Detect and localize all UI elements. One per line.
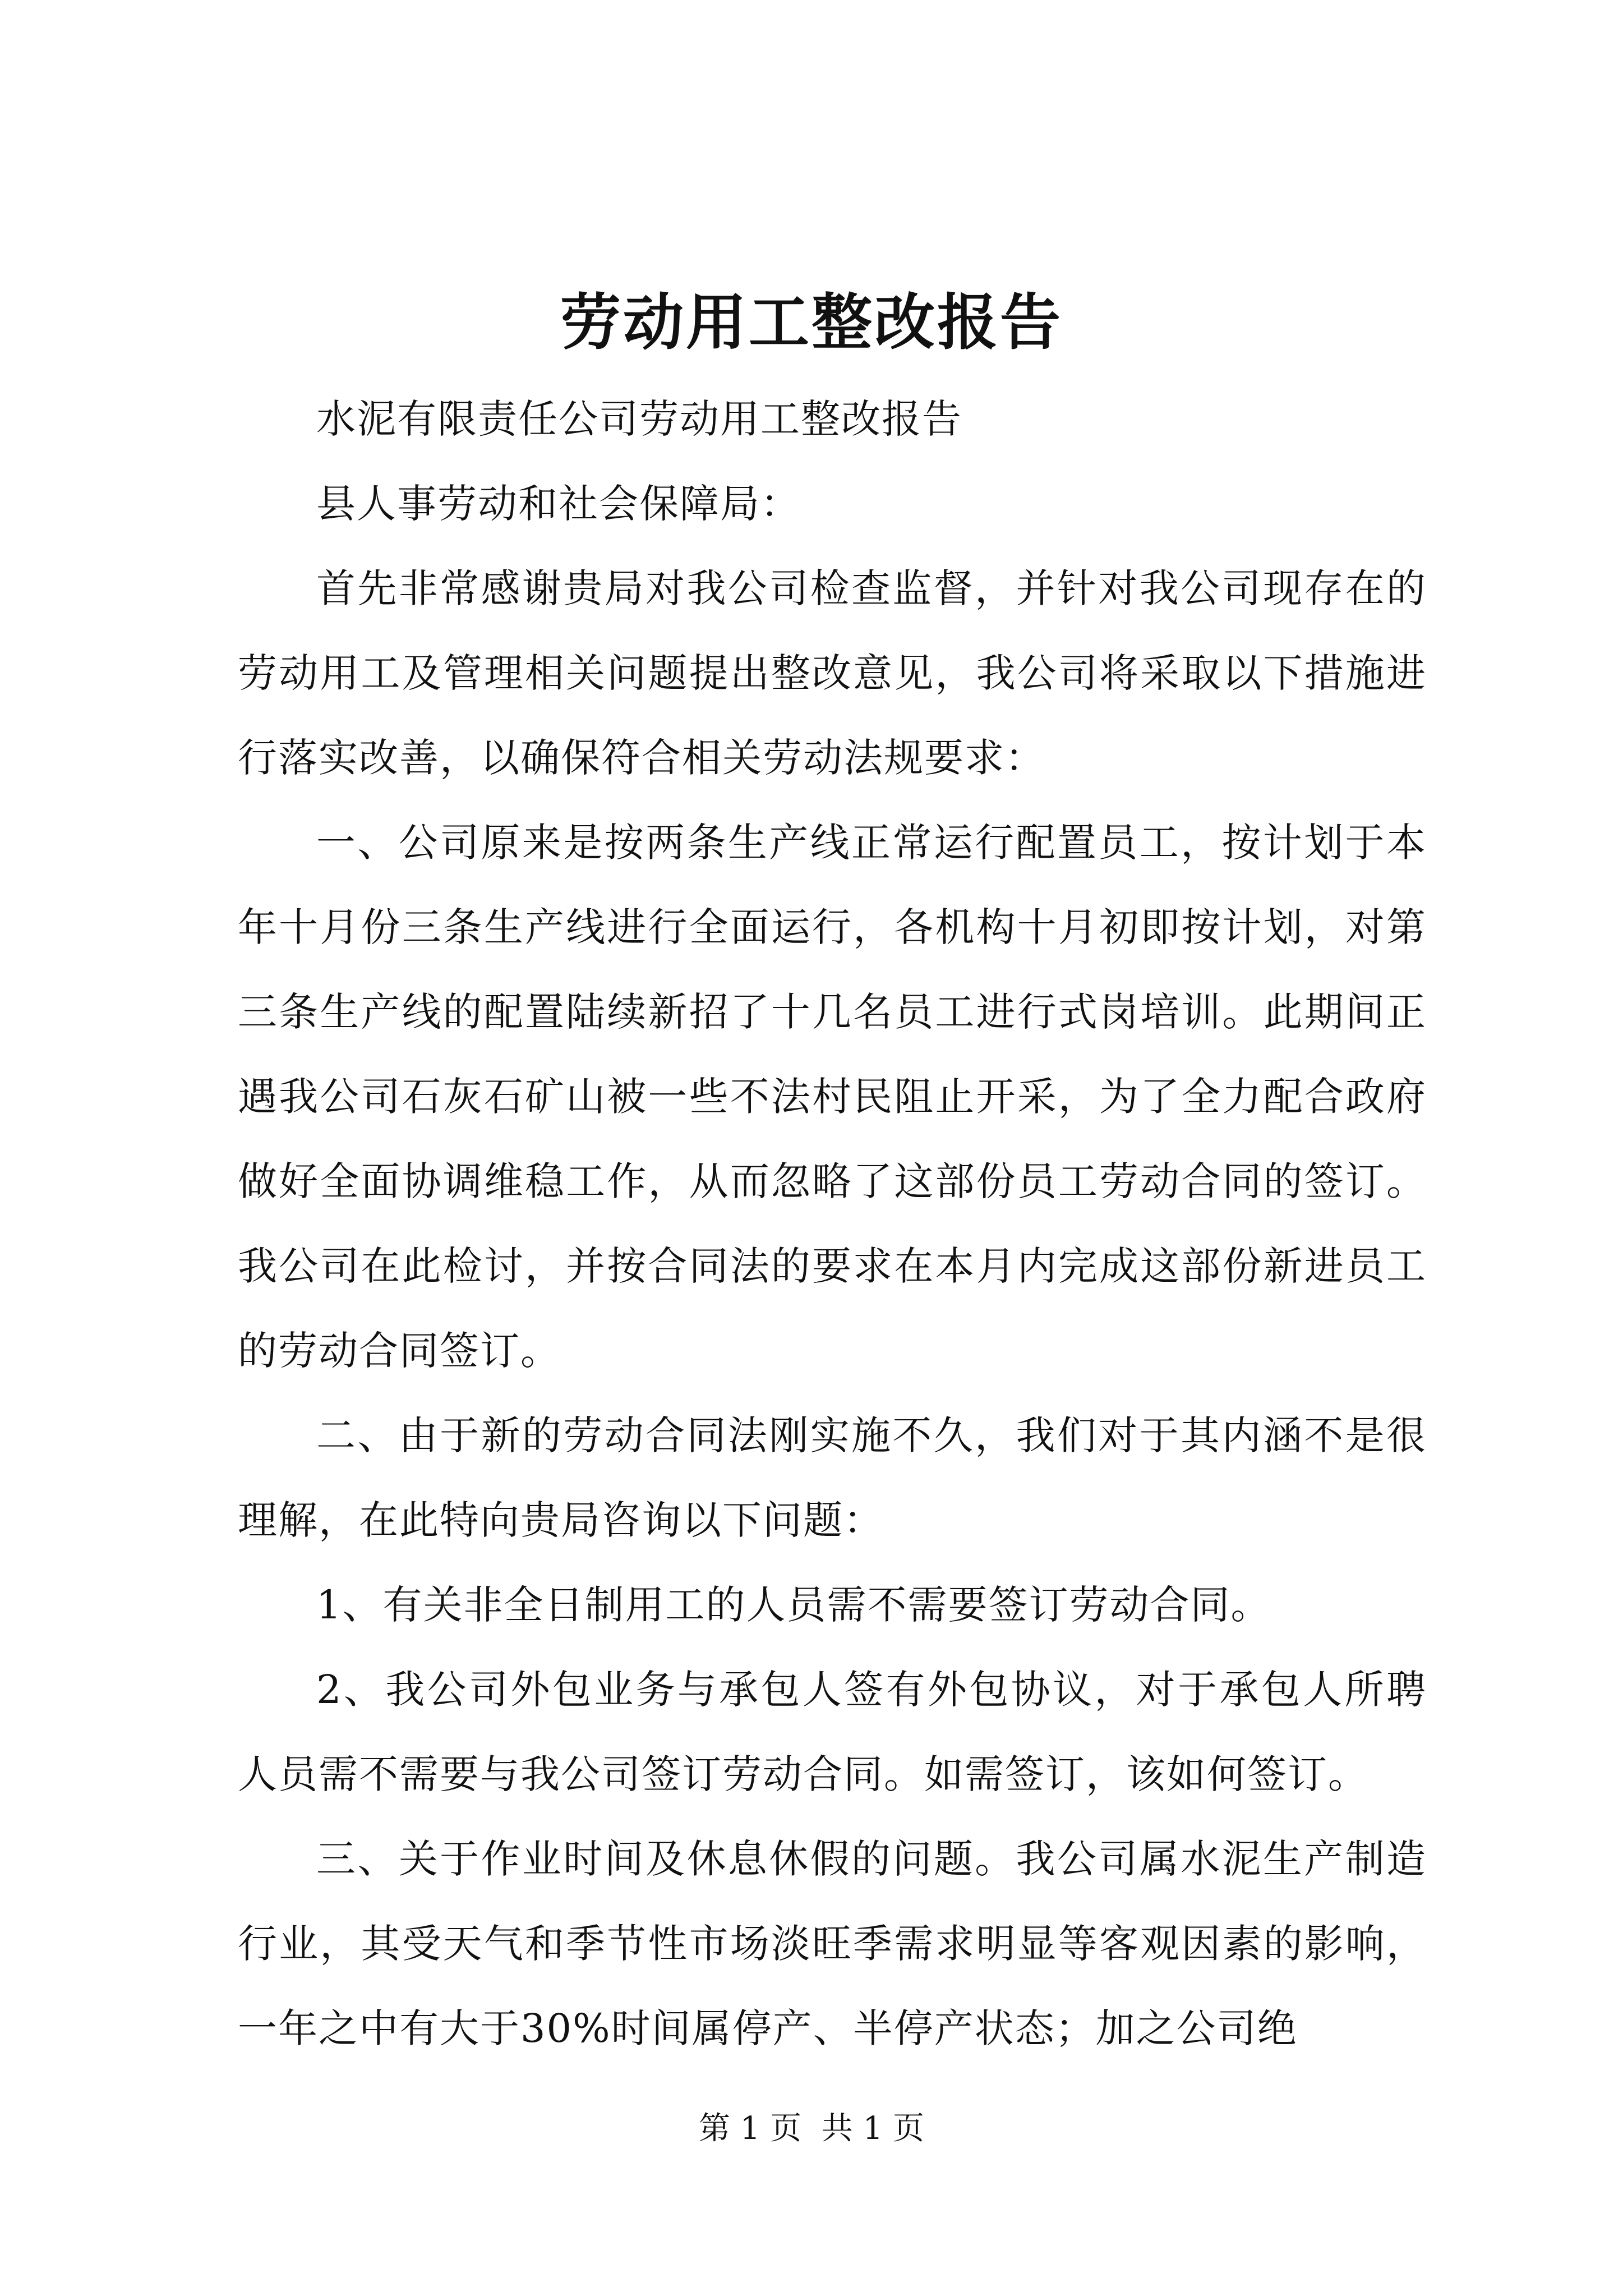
page-footer bbox=[0, 2106, 1623, 2151]
paragraph-item-1: 1、有关非全日制用工的人员需不需要签订劳动合同。 bbox=[316, 1582, 1271, 1628]
paragraph-intro: 首先非常感谢贵局对我公司检查监督，并针对我公司现存在的劳动用工及管理相关问题提出整改意见，我公司将采取以下措施进行落实改善，以确保符合相关劳动法规要求： bbox=[238, 565, 1427, 781]
paragraph-addressee: 县人事劳动和社会保障局： bbox=[316, 481, 801, 527]
paragraph-section-3: 三、关于作业时间及休息休假的问题。我公司属水泥生产制造行业，其受天气和季节性市场淡旺季需求明显等客观因素的影响，一年之中有大于30%时间属停产、半停产状态；加之公司绝 bbox=[238, 1836, 1427, 2051]
page-number: 第 1 页 共 1 页 bbox=[698, 2110, 925, 2147]
document-title: 劳动用工整改报告 bbox=[560, 287, 1063, 358]
paragraph-section-2: 二、由于新的劳动合同法刚实施不久，我们对于其内涵不是很理解，在此特向贵局咨询以下问题： bbox=[238, 1412, 1427, 1543]
document-body bbox=[238, 377, 1427, 2071]
paragraph-subtitle: 水泥有限责任公司劳动用工整改报告 bbox=[316, 396, 962, 442]
paragraph-item-2: 2、我公司外包业务与承包人签有外包协议，对于承包人所聘人员需不需要与我公司签订劳动合同。如需签订，该如何签订。 bbox=[238, 1667, 1427, 1797]
paragraph-section-1: 一、公司原来是按两条生产线正常运行配置员工，按计划于本年十月份三条生产线进行全面运行，各机构十月初即按计划，对第三条生产线的配置陆续新招了十几名员工进行式岗培训。此期间正遇我公司石灰石矿山被一些不法村民阻止开采，为了全力配合政府做好全面协调维稳工作，从而忽略了这部份员工劳动合同的签订。我公司在此检讨，并按合同法的要求在本月内完成这部份新进员工的劳动合同签订。 bbox=[238, 820, 1427, 1374]
